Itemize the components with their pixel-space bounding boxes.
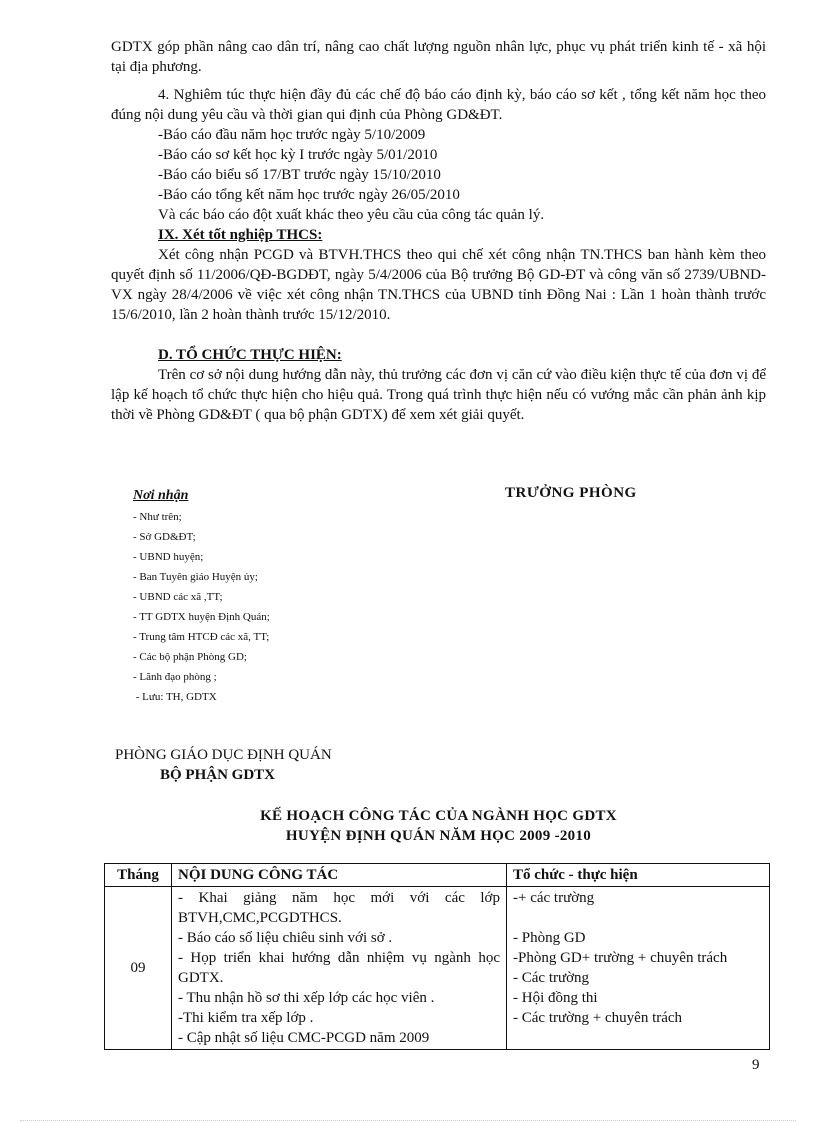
- recipient-item: - Lãnh đạo phòng ;: [133, 671, 217, 683]
- table-row: [105, 887, 770, 1050]
- plan-title-line2: HUYỆN ĐỊNH QUÁN NĂM HỌC 2009 -2010: [285, 828, 592, 844]
- recipients-title: Nơi nhận: [133, 488, 189, 503]
- report-item: -Báo cáo tổng kết năm học trước ngày 26/05/2010: [158, 187, 460, 203]
- content-line: -Thi kiểm tra xếp lớp .: [178, 1010, 314, 1026]
- recipient-item: - TT GDTX huyện Định Quán;: [133, 611, 270, 623]
- body-text: [111, 37, 766, 425]
- recipient-item: - Các bộ phận Phòng GD;: [133, 651, 247, 663]
- recipient-item: - UBND các xã ,TT;: [133, 591, 223, 603]
- column-header-organizer: Tổ chức - thực hiện: [507, 864, 770, 887]
- report-item: -Báo cáo sơ kết học kỳ I trước ngày 5/01/2010: [158, 147, 438, 163]
- content-line: - Họp triển khai hướng dẫn nhiệm vụ ngành học GDTX.: [178, 950, 500, 986]
- content-line: - Khai giảng năm học mới với các lớp BTVH,CMC,PCGDTHCS.: [178, 890, 500, 926]
- department-name: PHÒNG GIÁO DỤC ĐỊNH QUÁN: [115, 747, 332, 763]
- organizer-line: - Các trường: [513, 970, 590, 986]
- paragraph-implementation: Trên cơ sở nội dung hướng dẫn này, thủ trưởng các đơn vị căn cứ vào điều kiện thực tế của đơn vị để lập kế hoạch tổ chức thực hiện cho hiệu quả. Trong quá trình thực hiện nếu có vướng mắc cần phản ảnh kịp thời về Phòng GD&ĐT ( qua bộ phận GDTX) để xem xét giải quyết.: [111, 367, 766, 423]
- recipient-item: - Trung tâm HTCĐ các xã, TT;: [133, 631, 270, 643]
- organizer-line: - Hội đồng thi: [513, 990, 598, 1006]
- department-unit: BỘ PHẬN GDTX: [160, 767, 276, 783]
- report-item: Và các báo cáo đột xuất khác theo yêu cầu của công tác quản lý.: [158, 207, 545, 223]
- organizer-line: - Phòng GD: [513, 930, 586, 946]
- plan-title: [111, 806, 766, 846]
- column-header-month: Tháng: [105, 864, 172, 887]
- signer-title: TRƯỞNG PHÒNG: [505, 485, 637, 501]
- paragraph-reporting: 4. Nghiêm túc thực hiện đầy đủ các chế độ báo cáo định kỳ, báo cáo sơ kết , tổng kết năm học theo đúng nội dung yêu cầu và thời gian qui định của Phòng GD&ĐT.: [111, 87, 766, 123]
- content-line: - Thu nhận hồ sơ thi xếp lớp các học viên .: [178, 990, 435, 1006]
- content-line: - Báo cáo số liệu chiêu sinh với sở .: [178, 930, 393, 946]
- plan-table: [104, 863, 770, 1050]
- plan-title-line1: KẾ HOẠCH CÔNG TÁC CỦA NGÀNH HỌC GDTX: [260, 808, 617, 824]
- page-bottom-divider: [20, 1120, 796, 1121]
- recipient-item: - Như trên;: [133, 511, 182, 523]
- organizer-spacer: [513, 908, 763, 928]
- recipients-block: [133, 487, 433, 707]
- section-heading-ix: IX. Xét tốt nghiệp THCS:: [158, 227, 323, 243]
- section-heading-d: D. TỔ CHỨC THỰC HIỆN:: [158, 347, 342, 363]
- cell-content: [172, 887, 507, 1050]
- recipient-item: - Ban Tuyên giáo Huyện ủy;: [133, 571, 258, 583]
- paragraph-intro: GDTX góp phần nâng cao dân trí, nâng cao chất lượng nguồn nhân lực, phục vụ phát triển kinh tế - xã hội tại địa phương.: [111, 39, 766, 75]
- organizer-line: -+ các trường: [513, 890, 595, 906]
- page-number: 9: [752, 1057, 760, 1073]
- department-header: [115, 745, 332, 785]
- organizer-line: -Phòng GD+ trường + chuyên trách: [513, 950, 728, 966]
- paragraph-graduation: Xét công nhận PCGD và BTVH.THCS theo qui chế xét công nhận TN.THCS ban hành kèm theo quyết định số 11/2006/QĐ-BGDĐT, ngày 5/4/2006 của Bộ trưởng Bộ GD-ĐT và công văn số 2739/UBND-VX ngày 28/4/2006 về việc xét công nhận TN.THCS của UBND tỉnh Đồng Nai : Lần 1 hoàn thành trước 15/6/2010, lần 2 hoàn thành trước 15/12/2010.: [111, 247, 766, 323]
- cell-organizer: [507, 887, 770, 1050]
- report-item: -Báo cáo đầu năm học trước ngày 5/10/2009: [158, 127, 426, 143]
- report-item: -Báo cáo biểu số 17/BT trước ngày 15/10/2010: [158, 167, 441, 183]
- recipient-item: - Lưu: TH, GDTX: [133, 691, 217, 703]
- cell-month: 09: [105, 887, 172, 1050]
- table-header-row: [105, 864, 770, 887]
- organizer-line: - Các trường + chuyên trách: [513, 1010, 683, 1026]
- recipient-item: - UBND huyện;: [133, 551, 204, 563]
- content-line: - Cập nhật số liệu CMC-PCGD năm 2009: [178, 1030, 430, 1046]
- recipient-item: - Sở GD&ĐT;: [133, 531, 196, 543]
- column-header-content: NỘI DUNG CÔNG TÁC: [172, 864, 507, 887]
